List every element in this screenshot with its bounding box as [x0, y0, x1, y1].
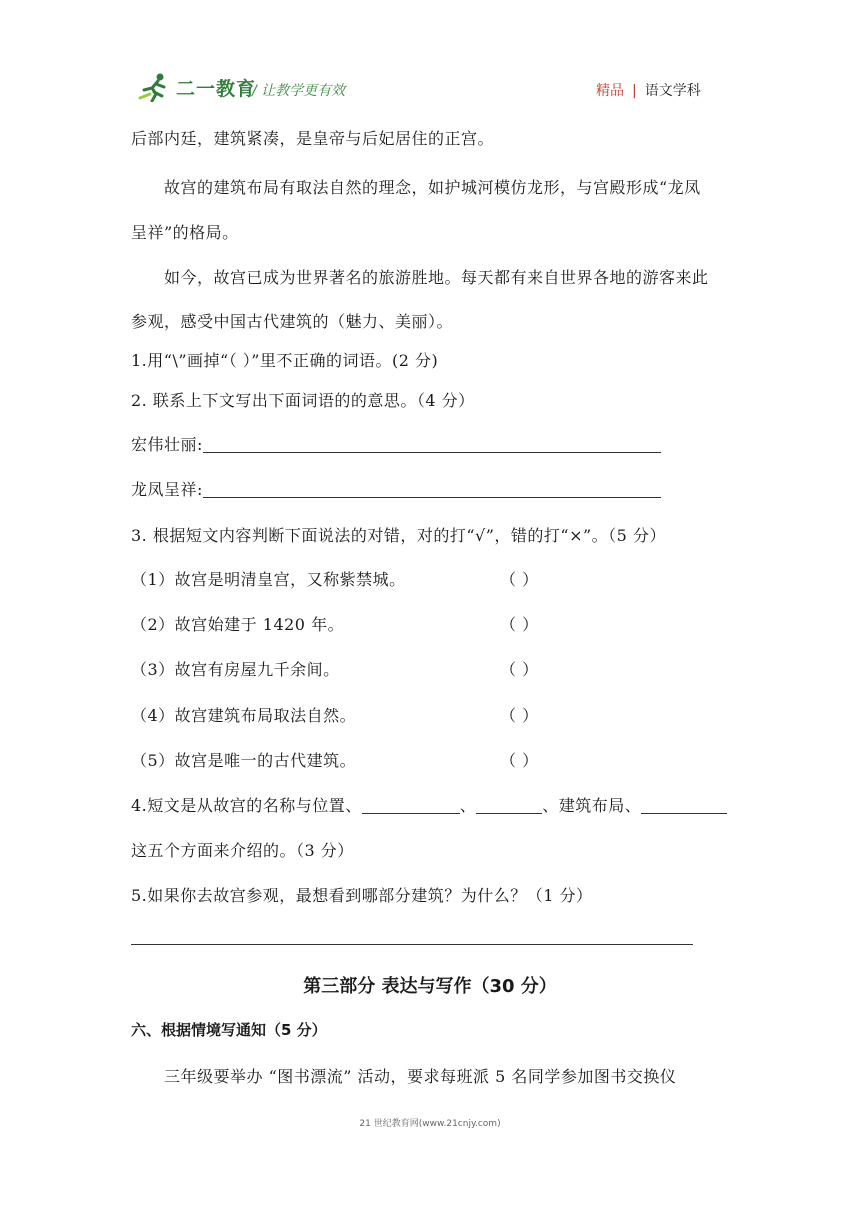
- question-2: 2. 联系上下文写出下面词语的的意思。（4 分）: [131, 391, 475, 410]
- section-6-heading: 六、根据情境写通知（5 分）: [131, 1021, 327, 1039]
- paragraph-line: 故宫的建筑布局有取法自然的理念，如护城河模仿龙形，与宫殿形成“龙凤: [164, 178, 701, 197]
- subject-label: 语文学科: [644, 83, 701, 99]
- slogan: / 让教学更有效: [252, 83, 346, 99]
- header-separator: |: [632, 83, 637, 99]
- statement-item: （5）故宫是唯一的古代建筑。: [131, 751, 357, 770]
- footer-source: 21 世纪教育网(www.21cnjy.com): [359, 1119, 501, 1129]
- answer-blank[interactable]: [641, 795, 727, 814]
- part-3-title: 第三部分 表达与写作（30 分）: [303, 976, 557, 997]
- question-3: 3. 根据短文内容判断下面说法的对错，对的打“√”，错的打“×”。（5 分）: [131, 526, 666, 545]
- answer-row: [131, 477, 661, 500]
- statement-item: （2）故宫始建于 1420 年。: [131, 615, 345, 634]
- statement-item: （3）故宫有房屋九千余间。: [131, 660, 340, 679]
- paragraph-line: 参观，感受中国古代建筑的（魅力、美丽）。: [131, 312, 454, 331]
- statement-item: （1）故宫是明清皇宫，又称紫禁城。: [131, 570, 406, 589]
- answer-row: [131, 432, 661, 455]
- answer-parenthesis[interactable]: （ ）: [500, 751, 539, 770]
- question-4: [131, 793, 727, 816]
- brand-logo: [138, 72, 256, 102]
- answer-parenthesis[interactable]: （ ）: [500, 706, 539, 725]
- paragraph-line: 如今，故宫已成为世界著名的旅游胜地。每天都有来自世界各地的游客来此: [164, 268, 709, 287]
- paragraph-line: 呈祥”的格局。: [131, 223, 239, 242]
- paragraph-line: 后部内廷，建筑紧凑，是皇帝与后妃居住的正宫。: [131, 129, 495, 148]
- q4-separator: 、: [459, 796, 477, 815]
- q4-text: 4.短文是从故宫的名称与位置、: [131, 796, 362, 815]
- answer-parenthesis[interactable]: （ ）: [500, 615, 539, 634]
- statement-item: （4）故宫建筑布局取法自然。: [131, 706, 357, 725]
- header-right: [596, 80, 701, 100]
- question-4-continued: 这五个方面来介绍的。（3 分）: [131, 841, 354, 860]
- term-label: 龙凤呈祥:: [131, 480, 203, 499]
- answer-parenthesis[interactable]: （ ）: [500, 660, 539, 679]
- term-label: 宏伟壮丽:: [131, 435, 203, 454]
- logo-text: 二一教育: [176, 77, 257, 100]
- question-5: 5.如果你去故宫参观，最想看到哪部分建筑？为什么？（1 分）: [131, 886, 593, 905]
- runner-logo-icon: [138, 72, 172, 102]
- answer-parenthesis[interactable]: （ ）: [500, 570, 539, 589]
- answer-blank[interactable]: [203, 479, 661, 498]
- answer-blank[interactable]: [362, 795, 460, 814]
- paragraph-line: 三年级要举办 “图书漂流” 活动，要求每班派 5 名同学参加图书交换仪: [164, 1067, 677, 1086]
- answer-blank[interactable]: [203, 434, 661, 453]
- answer-blank[interactable]: [476, 795, 542, 814]
- q4-text: 、建筑布局、: [542, 796, 642, 815]
- answer-line[interactable]: [131, 944, 693, 945]
- quality-label: 精品: [596, 83, 624, 99]
- question-1: 1.用“\”画掉“（ ）”里不正确的词语。(2 分): [131, 351, 439, 370]
